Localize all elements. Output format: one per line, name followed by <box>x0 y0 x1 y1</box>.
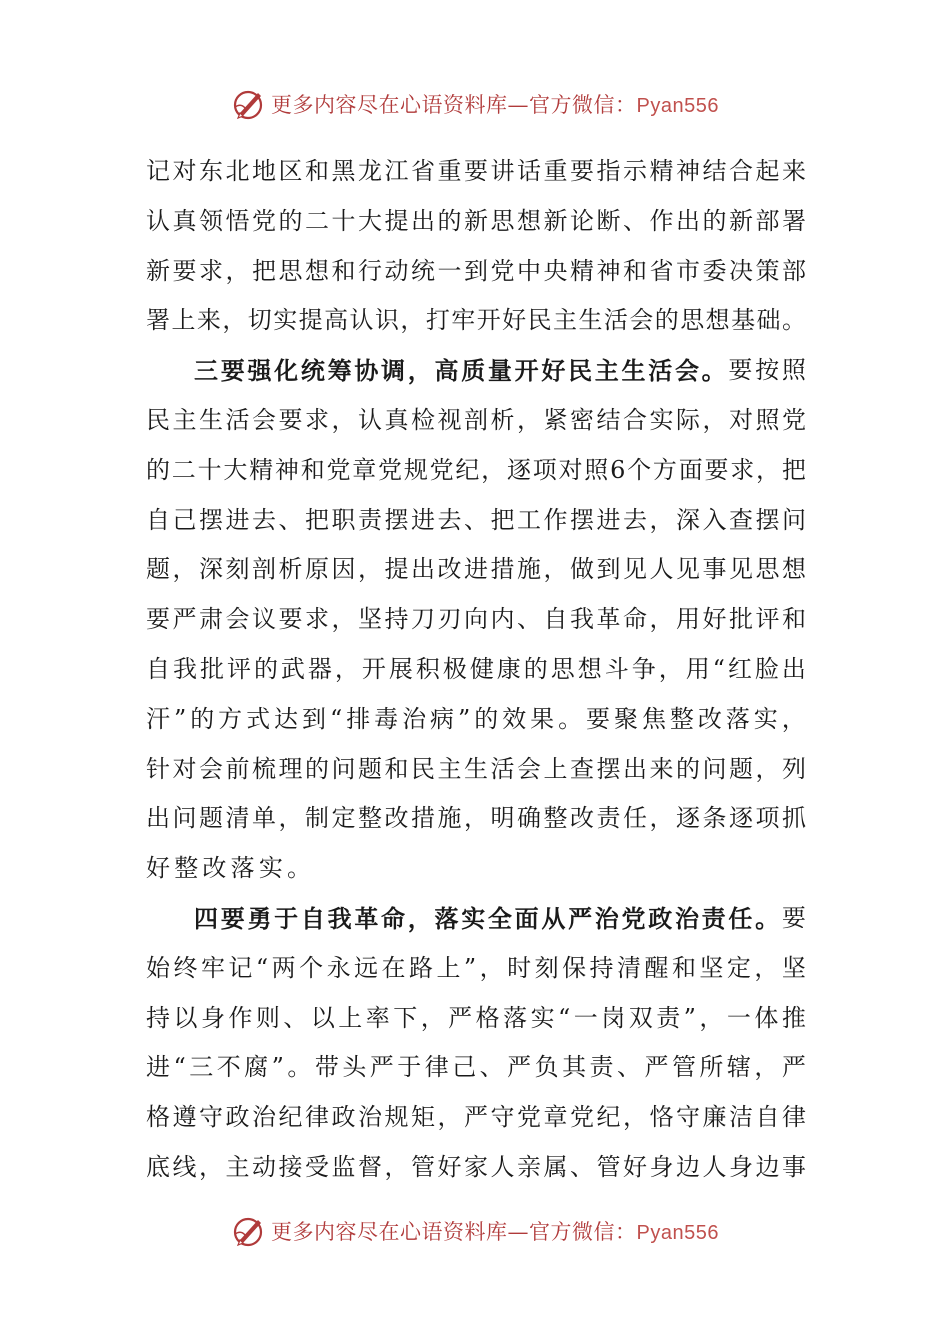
body-line: 四 要 勇 于 自 我 革 命 ， 落 实 全 面 从 严 治 党 政 治 责 任 。 要 <box>194 903 806 933</box>
body-line: 自 我 批 评 的 武 器 ， 开 展 积 极 健 康 的 思 想 斗 争 ， 用 “ 红 脸 出 <box>146 654 806 683</box>
body-line: 认 真 领 悟 党 的 二 十 大 提 出 的 新 思 想 新 论 断 、 作 出 的 新 部 署 <box>146 206 806 235</box>
header-banner-text <box>271 89 719 119</box>
header-banner-wechat-id: Pyan556 <box>636 95 719 117</box>
body-line: 始 终 牢 记 “ 两 个 永 远 在 路 上 ” ， 时 刻 保 持 清 醒 和 坚 定 ， 坚 <box>146 953 806 982</box>
body-line: 记 对 东 北 地 区 和 黑 龙 江 省 重 要 讲 话 重 要 指 示 精 神 结 合 起 来 <box>146 157 806 185</box>
footer-banner-wechat-id: Pyan556 <box>636 1222 719 1244</box>
body-line: 针 对 会 前 梳 理 的 问 题 和 民 主 生 活 会 上 查 摆 出 来 的 问 题 ， 列 <box>146 754 806 783</box>
body-line: 新 要 求 ， 把 思 想 和 行 动 统 一 到 党 中 央 精 神 和 省 市 委 决 策 部 <box>146 256 806 285</box>
footer-banner-cn: 更多内容尽在心语资料库—官方微信： <box>271 1220 637 1244</box>
body-line: 好 整 改 落 实 。 <box>146 854 316 883</box>
body-line: 题 ， 深 刻 剖 析 原 因 ， 提 出 改 进 措 施 ， 做 到 见 人 见 事 见 思 想 <box>146 555 806 584</box>
header-banner-cn: 更多内容尽在心语资料库—官方微信： <box>271 93 637 117</box>
footer-watermark-banner <box>0 1211 950 1251</box>
body-line: 格 遵 守 政 治 纪 律 政 治 规 矩 ， 严 守 党 章 党 纪 ， 恪 守 廉 洁 自 律 <box>146 1103 806 1132</box>
body-line: 民 主 生 活 会 要 求 ， 认 真 检 视 剖 析 ， 紧 密 结 合 实 际 ， 对 照 党 <box>146 405 806 434</box>
pen-circle-logo-icon <box>231 86 267 122</box>
body-line: 底 线 ， 主 动 接 受 监 督 ， 管 好 家 人 亲 属 、 管 好 身 边 人 身 边 事 <box>146 1152 806 1181</box>
body-line: 自 己 摆 进 去 、 把 职 责 摆 进 去 、 把 工 作 摆 进 去 ， 深 入 查 摆 问 <box>146 505 806 534</box>
body-line: 持 以 身 作 则 、 以 上 率 下 ， 严 格 落 实 “ 一 岗 双 责 ” ， 一 体 推 <box>146 1003 806 1032</box>
pen-circle-logo-icon <box>231 1213 267 1249</box>
document-body <box>146 147 806 1193</box>
body-line: 出 问 题 清 单 ， 制 定 整 改 措 施 ， 明 确 整 改 责 任 ， 逐 条 逐 项 抓 <box>146 804 806 833</box>
header-watermark-banner <box>0 84 950 124</box>
body-line: 进 “ 三 不 腐 ” 。 带 头 严 于 律 己 、 严 负 其 责 、 严 管 所 辖 ， 严 <box>146 1053 806 1082</box>
body-line: 汗 ” 的 方 式 达 到 “ 排 毒 治 病 ” 的 效 果 。 要 聚 焦 整 改 落 实 ， <box>146 704 806 733</box>
body-line: 要 严 肃 会 议 要 求 ， 坚 持 刀 刃 向 内 、 自 我 革 命 ， 用 好 批 评 和 <box>146 605 806 634</box>
body-line: 署 上 来 ， 切 实 提 高 认 识 ， 打 牢 开 好 民 主 生 活 会 的 思 想 基 础 。 <box>146 306 806 335</box>
footer-banner-text <box>271 1216 719 1246</box>
body-line: 的 二 十 大 精 神 和 党 章 党 规 党 纪 ， 逐 项 对 照 6 个 方 面 要 求 ， 把 <box>146 455 806 484</box>
body-line: 三 要 强 化 统 筹 协 调 ， 高 质 量 开 好 民 主 生 活 会 。 要 按 照 <box>194 356 806 386</box>
